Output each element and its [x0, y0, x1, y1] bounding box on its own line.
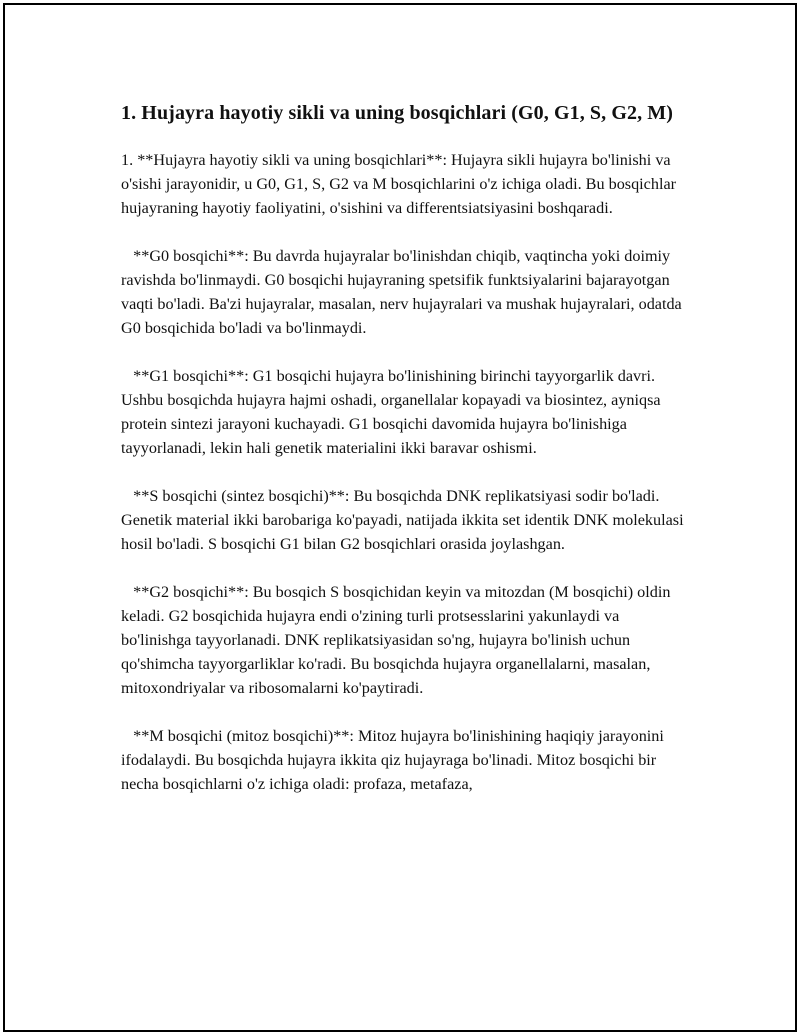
page-title: 1. Hujayra hayotiy sikli va uning bosqichlari (G0, G1, S, G2, M) [121, 102, 674, 124]
document-body [121, 99, 686, 796]
paragraph-g0-phase: **G0 bosqichi**: Bu davrda hujayralar bo'linishdan chiqib, vaqtincha yoki doimiy ravishda bo'linmaydi. G0 bosqichi hujayraning spetsifik funktsiyalarini bajarayotgan vaqti bo'ladi. Ba'zi hujayralar, masalan, nerv hujayralari va mushak hujayralari, odatda G0 bosqichida bo'ladi va bo'linmaydi. [121, 247, 686, 337]
paragraph-g1-phase: **G1 bosqichi**: G1 bosqichi hujayra bo'linishining birinchi tayyorgarlik davri. Ushbu bosqichda hujayra hajmi oshadi, organellalar kopayadi va biosintez, ayniqsa protein sintezi jarayoni kuchayadi. G1 bosqichi davomida hujayra bo'linishiga tayyorlanadi, lekin hali genetik materialini ikki baravar oshismi. [121, 367, 665, 457]
paragraph-g2-phase: **G2 bosqichi**: Bu bosqich S bosqichidan keyin va mitozdan (M bosqichi) oldin keladi. G2 bosqichida hujayra endi o'zining turli protsesslarini yakunlaydi va bo'linishga tayyorlanadi. DNK replikatsiyasidan so'ng, hujayra bo'linish uchun qo'shimcha tayyorgarliklar ko'radi. Bu bosqichda hujayra organellalarni, masalan, mitoxondriyalar va ribosomalarni ko'paytiradi. [121, 583, 675, 697]
paragraph-m-phase: **M bosqichi (mitoz bosqichi)**: Mitoz hujayra bo'linishining haqiqiy jarayonini ifodalaydi. Bu bosqichda hujayra ikkita qiz hujayraga bo'linadi. Mitoz bosqichi bir necha bosqichlarni o'z ichiga oladi: profaza, metafaza, [121, 727, 668, 793]
page-frame [3, 3, 797, 1032]
paragraph-s-phase: **S bosqichi (sintez bosqichi)**: Bu bosqichda DNK replikatsiyasi sodir bo'ladi. Genetik material ikki barobariga ko'payadi, natijada ikkita set identik DNK molekulasi hosil bo'ladi. S bosqichi G1 bilan G2 bosqichlari orasida joylashgan. [121, 487, 688, 553]
paragraph-intro: 1. **Hujayra hayotiy sikli va uning bosqichlari**: Hujayra sikli hujayra bo'linishi va o'sishi jarayonidir, u G0, G1, S, G2 va M bosqichlarini o'z ichiga oladi. Bu bosqichlar hujayraning hayotiy faoliyatini, o'sishini va differentsiatsiyasini boshqaradi. [121, 151, 681, 217]
